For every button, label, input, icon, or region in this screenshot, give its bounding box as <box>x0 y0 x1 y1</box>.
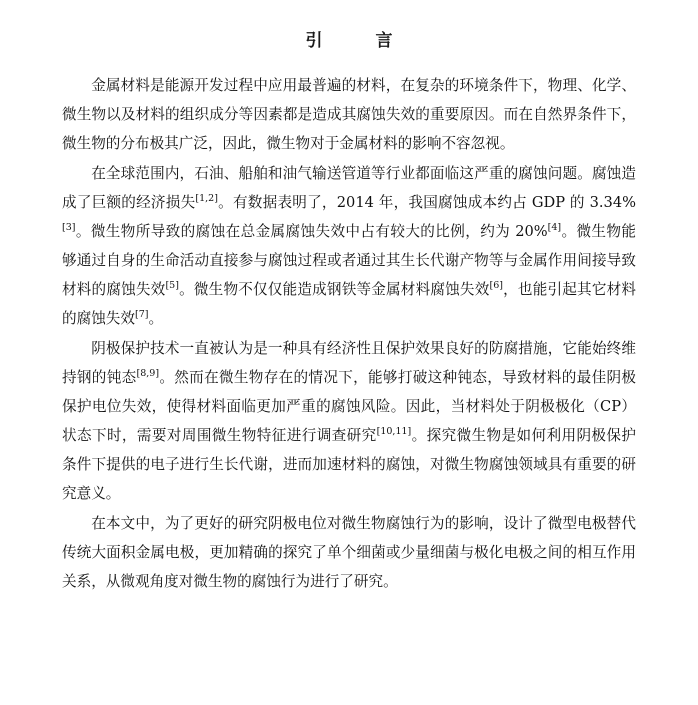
citation-ref-4: [4] <box>547 222 562 234</box>
paragraph-3: 阴极保护技术一直被认为是一种具有经济性且保护效果良好的防腐措施，它能始终维持钢的钝态[8,9]。然而在微生物存在的情况下，能够打破这种钝态，导致材料的最佳阴极保护电位失效，使得材料面临更加严重的腐蚀风险。因此，当材料处于阴极极化（CP）状态下时，需要对周围微生物特征进行调查研究[10,11]。探究微生物是如何利用阴极保护条件下提供的电子进行生长代谢，进而加速材料的腐蚀，对微生物腐蚀领域具有重要的研究意义。 <box>62 340 636 502</box>
citation-ref-10-11: [10,11] <box>376 426 412 438</box>
paragraph-4: 在本文中，为了更好的研究阴极电位对微生物腐蚀行为的影响，设计了微型电极替代传统大面积金属电极，更加精确的探究了单个细菌或少量细菌与极化电极之间的相互作用关系，从微观角度对微生物的腐蚀行为进行了研究。 <box>62 515 636 590</box>
page-title: 引 言 <box>305 31 411 51</box>
citation-ref-8-9: [8,9] <box>136 368 160 380</box>
paragraph-2-text: 在全球范围内，石油、船舶和油气输送管道等行业都面临这严重的腐蚀问题。腐蚀造成了巨额的经济损失 <box>62 165 636 211</box>
paragraph-2: 在全球范围内，石油、船舶和油气输送管道等行业都面临这严重的腐蚀问题。腐蚀造成了巨额的经济损失[1,2]。有数据表明了，2014 年，我国腐蚀成本约占 GDP 的 3.34%[3]。微生物所导致的腐蚀在总金属腐蚀失效中占有较大的比例，约为 20%[4]。微生物能够通过自身的生命活动直接参与腐蚀过程或者通过其生长代谢产物等与金属作用间接导致材料的腐蚀失效[5]。微生物不仅仅能造成钢铁等金属材料腐蚀失效[6]，也能引起其它材料的腐蚀失效[7]。 <box>62 165 636 327</box>
citation-ref-1-2: [1,2] <box>195 193 218 205</box>
citation-ref-3: [3] <box>62 222 76 234</box>
citation-ref-7: [7] <box>134 309 149 321</box>
citation-ref-5: [5] <box>165 280 179 292</box>
paragraph-1: 金属材料是能源开发过程中应用最普遍的材料，在复杂的环境条件下，物理、化学、微生物以及材料的组织成分等因素都是造成其腐蚀失效的重要原因。而在自然界条件下，微生物的分布极其广泛，因此，微生物对于金属材料的影响不容忽视。 <box>62 77 636 152</box>
citation-ref-6: [6] <box>489 280 503 292</box>
paragraph-3-text: 阴极保护技术一直被认为是一种具有经济性且保护效果良好的防腐措施，它能始终维持钢的钝态 <box>62 340 636 386</box>
